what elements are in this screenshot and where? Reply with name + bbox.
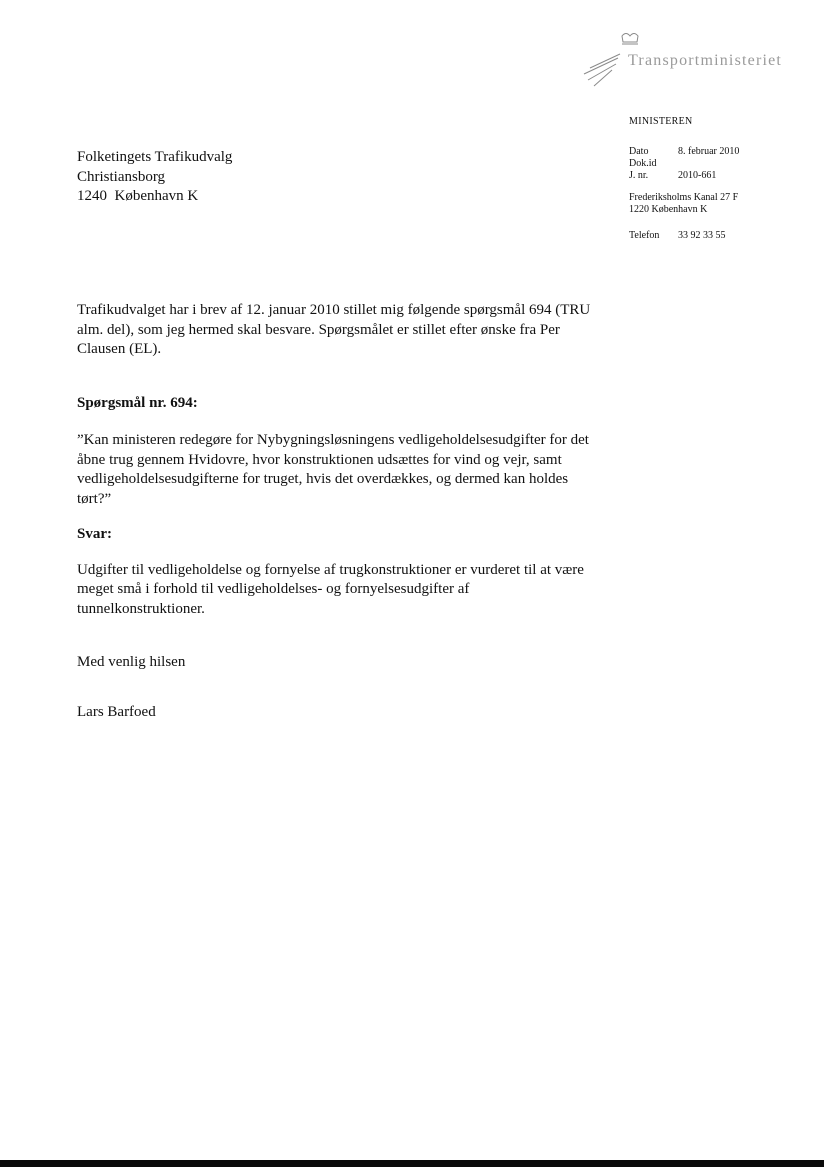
scan-edge-bar bbox=[0, 1160, 824, 1167]
dokid-label: Dok.id bbox=[629, 158, 657, 169]
date-row bbox=[629, 146, 739, 158]
address bbox=[629, 192, 739, 216]
recipient-address bbox=[77, 148, 232, 207]
letter-body bbox=[77, 301, 597, 722]
section-label: MINISTEREN bbox=[629, 116, 693, 127]
question-heading: Spørgsmål nr. 694: bbox=[77, 394, 198, 411]
question-text: ”Kan ministeren redegøre for Nybygningsløsningens vedligeholdelsesudgifter for det åbne trug gennem Hvidovre, hvor konstruktionen udsættes for vind og vejr, samt vedligeholdelsesudgifterne for truget, hvis det overdækkes, og dermed kan holdes tørt?” bbox=[77, 432, 589, 507]
jnr-row bbox=[629, 170, 739, 182]
closing: Med venlig hilsen bbox=[77, 654, 186, 670]
phone-label: Telefon bbox=[629, 230, 660, 241]
signature: Lars Barfoed bbox=[77, 703, 156, 720]
recipient-line-3: 1240 København K bbox=[77, 188, 199, 204]
intro-paragraph: Trafikudvalget har i brev af 12. januar 2010 stillet mig følgende spørgsmål 694 (TRU alm. del), som jeg hermed skal besvare. Spørgsmålet er stillet efter ønske fra Per Clausen (EL). bbox=[77, 302, 591, 357]
meta-block bbox=[629, 116, 739, 242]
phone-row bbox=[629, 230, 739, 242]
dokid-row bbox=[629, 158, 739, 170]
jnr-label: J. nr. bbox=[629, 170, 649, 181]
recipient-line-2: Christiansborg bbox=[77, 168, 166, 185]
answer-heading: Svar: bbox=[77, 526, 112, 542]
logo-text: Transportministeriet bbox=[628, 52, 783, 69]
phone-value: 33 92 33 55 bbox=[678, 230, 726, 241]
address-line-2: 1220 København K bbox=[629, 204, 708, 215]
address-line-1: Frederiksholms Kanal 27 F bbox=[629, 192, 739, 203]
jnr-value: 2010-661 bbox=[678, 170, 717, 181]
date-label: Dato bbox=[629, 146, 649, 157]
ministry-logo bbox=[580, 28, 800, 98]
answer-text: Udgifter til vedligeholdelse og fornyelse af trugkonstruktioner er vurderet til at være meget små i forhold til vedligeholdelses- og fornyelsesudgifter af tunnelkonstruktioner. bbox=[77, 561, 584, 617]
date-value: 8. februar 2010 bbox=[678, 146, 740, 157]
recipient-line-1: Folketingets Trafikudvalg bbox=[77, 149, 233, 165]
